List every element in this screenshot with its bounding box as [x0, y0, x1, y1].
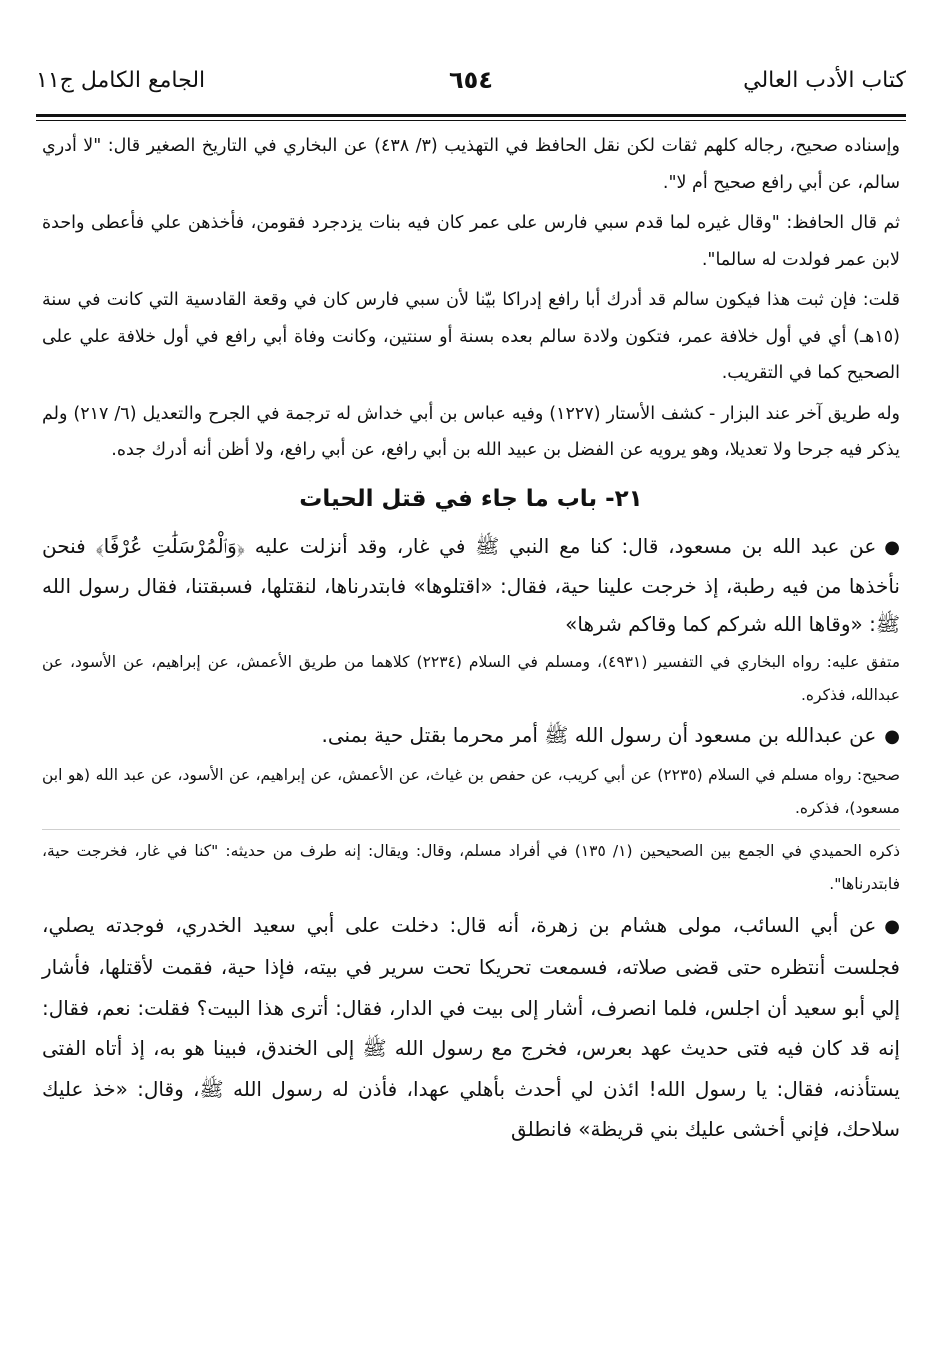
- commentary-paragraph-1: وإسناده صحيح، رجاله كلهم ثقات لكن نقل الحافظ في التهذيب (٣/ ٤٣٨) عن البخاري في التاريخ الصغير قال: "لا أدري سالم، عن أبي رافع صحيح أم لا".: [42, 136, 900, 193]
- hadith-3: [42, 905, 900, 1150]
- hadith-3-text: عن أبي السائب، مولى هشام بن زهرة، أنه قال: دخلت على أبي سعيد الخدري، فوجدته يصلي، فجلست أنتظره حتى قضى صلاته، فسمعت تحريكا تحت سرير في بيته، فإذا حية، فقمت لأقتلها، فأشار إلي أبو سعيد أن اجلس، فلما انصرف، أشار إلى بيت في الدار، فقال: أترى هذا البيت؟ فقلت: نعم، فقال: إنه قد كان فيه فتى حديث عهد بعرس، فخرج مع رسول الله ﷺ إلى الخندق، فبينا هو به، إذ أتاه الفتى يستأذنه، فقال: يا رسول الله! ائذن لي أحدث بأهلي عهدا، فأذن له رسول الله ﷺ، وقال: «خذ عليك سلاحك، فإني أخشى عليك بني قريظة» فانطلق: [42, 912, 900, 1141]
- bullet-icon: ●: [884, 725, 900, 747]
- hadith-2-text: عن عبدالله بن مسعود أن رسول الله ﷺ أمر محرما بقتل حية بمنى.: [321, 722, 877, 747]
- header-rule-thick: [36, 114, 906, 117]
- commentary-paragraph-2: ثم قال الحافظ: "وقال غيره لما قدم سبي فارس على عمر كان فيه بنات يزدجرد فقومن، فأخذهن علي فأعطى واحدة لابن عمر فولدت له سالما".: [42, 213, 900, 270]
- hadith-2: [42, 716, 900, 756]
- commentary-paragraph-4: وله طريق آخر عند البزار - كشف الأستار (١٢٢٧) وفيه عباس بن أبي خداش له ترجمة في الجرح والتعديل (٦/ ٢١٧) ولم يذكر فيه جرحا ولا تعديلا، وهو يرويه عن الفضل بن عبيد الله بن أبي رافع، عن أبي رافع، ولا أظن أنه أدرك جده.: [42, 403, 900, 460]
- hadith-2-humaidi-note: ذكره الحميدي في الجمع بين الصحيحين (١/ ١٣٥) في أفراد مسلم، وقال: ويقال: إنه طرف من حديثه: "كنا في غار، فخرجت حية، فابتدرناها".: [42, 841, 900, 893]
- page-content: [42, 128, 900, 1150]
- chapter-title: ٢١- باب ما جاء في قتل الحيات: [299, 485, 643, 512]
- commentary-paragraph-3: قلت: فإن ثبت هذا فيكون سالم قد أدرك أبا رافع إدراكا بيّنا لأن سبي فارس كان في وقعة القادسية التي كانت في سنة (١٥هـ) أي في أول خلافة عمر، فتكون ولادة سالم بعده بسنة أو سنتين، وكانت وفاة أبي رافع في أول خلافة علي على الصحيح كما في التقريب.: [42, 290, 900, 383]
- hadith-1: [42, 527, 900, 643]
- bullet-icon: ●: [884, 915, 900, 937]
- bullet-icon: ●: [884, 536, 900, 558]
- running-title-right: كتاب الأدب العالي: [743, 68, 906, 93]
- hadith-2-takhrij: صحيح: رواه مسلم في السلام (٢٢٣٥) عن أبي كريب، عن حفص بن غياث، عن الأعمش، عن إبراهيم، عن الأسود، عن عبد الله (هو ابن مسعود)، فذكره.: [42, 765, 900, 817]
- page-header: [36, 62, 906, 110]
- running-title-left: الجامع الكامل ج١١: [36, 68, 206, 93]
- hadith-1-takhrij: متفق عليه: رواه البخاري في التفسير (٤٩٣١)، ومسلم في السلام (٢٢٣٤) كلاهما من طريق الأعمش، عن إبراهيم، عن الأسود، عن عبدالله، فذكره.: [42, 652, 900, 704]
- note-separator: [42, 829, 900, 830]
- hadith-1-text: عن عبد الله بن مسعود، قال: كنا مع النبي ﷺ في غار، وقد أنزلت عليه ﴿وَٱلْمُرْسَلَٰتِ عُرْفًا﴾ فنحن نأخذها من فيه رطبة، إذ خرجت علينا حية، فقال: «اقتلوها» فابتدرناها، لنقتلها، فسبقتنا، فقال رسول الله ﷺ: «وقاها الله شركم كما وقاكم شرها»: [42, 533, 900, 636]
- header-rule-thin: [36, 120, 906, 121]
- page-number: ٦٥٤: [449, 66, 493, 94]
